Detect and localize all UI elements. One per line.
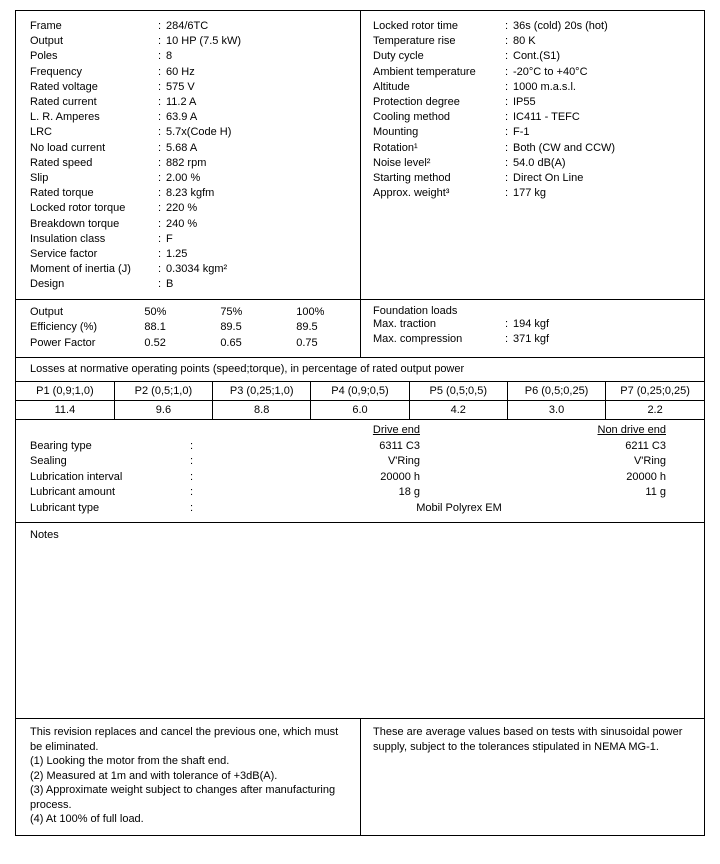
spec-row xyxy=(30,247,354,262)
spec-value: 5.68 A xyxy=(166,141,198,154)
spec-colon: : xyxy=(158,35,162,48)
foundation-loads xyxy=(360,300,704,358)
specifications-right-column xyxy=(360,11,704,299)
spec-value: Cont.(S1) xyxy=(513,50,561,63)
losses-header-cell: P3 (0,25;1,0) xyxy=(213,382,311,401)
lubricant-type-value: Mobil Polyrex EM xyxy=(416,501,502,514)
efficiency-row-label: Efficiency (%) xyxy=(30,321,98,334)
spec-colon: : xyxy=(190,501,194,514)
spec-value: 8.23 kgfm xyxy=(166,187,215,200)
losses-value-cell: 8.8 xyxy=(213,401,311,420)
lubricant-type-label: Lubricant type xyxy=(30,501,100,514)
table-row xyxy=(30,439,698,455)
losses-header-cell: P2 (0,5;1,0) xyxy=(114,382,212,401)
power-factor-value: 0.75 xyxy=(296,336,318,349)
spec-row xyxy=(373,80,698,95)
table-row xyxy=(30,454,698,470)
spec-row xyxy=(30,141,354,156)
spec-label: Rated current xyxy=(30,96,97,109)
spec-label: Frame xyxy=(30,20,62,32)
spec-value: 575 V xyxy=(166,80,195,93)
spec-colon: : xyxy=(505,317,509,330)
spec-colon: : xyxy=(505,111,509,124)
performance-section xyxy=(16,299,704,358)
spec-label: Poles xyxy=(30,50,58,63)
bearing-nondrive-value: 6211 C3 xyxy=(625,439,666,452)
spec-label: Rated voltage xyxy=(30,80,98,93)
efficiency-value: 88.1 xyxy=(144,321,166,334)
spec-colon: : xyxy=(505,126,509,139)
spec-label: Rated speed xyxy=(30,156,93,169)
bearing-drive-value: 18 g xyxy=(398,486,420,499)
spec-value: 177 kg xyxy=(513,187,547,200)
notes-title: Notes xyxy=(30,529,59,542)
bearings-non-drive-end-header: Non drive end xyxy=(597,424,666,437)
losses-title: Losses at normative operating points (speed;torque), in percentage of rated output power xyxy=(30,363,465,376)
spec-colon: : xyxy=(158,80,162,93)
spec-label: Altitude xyxy=(373,80,410,93)
spec-colon: : xyxy=(158,232,162,245)
spec-row xyxy=(30,262,354,277)
spec-row xyxy=(30,186,354,201)
spec-row xyxy=(373,141,698,156)
spec-label: Rotation¹ xyxy=(373,141,418,154)
losses-header-cell: P4 (0,9;0,5) xyxy=(311,382,409,401)
bearing-drive-value: V'Ring xyxy=(387,455,420,468)
spec-row xyxy=(30,217,354,232)
power-factor-value: 0.65 xyxy=(220,336,242,349)
spec-colon: : xyxy=(158,50,162,63)
spec-row xyxy=(30,34,354,49)
spec-colon: : xyxy=(158,248,162,261)
losses-header-cell: P6 (0,5;0,25) xyxy=(507,382,605,401)
spec-label: Locked rotor torque xyxy=(30,202,126,215)
spec-colon: : xyxy=(158,126,162,139)
foundation-row xyxy=(373,332,698,348)
foundation-value: 194 kgf xyxy=(513,317,550,330)
spec-value: 1.25 xyxy=(166,248,188,261)
spec-row xyxy=(30,156,354,171)
spec-colon: : xyxy=(505,65,509,78)
bearings-section xyxy=(16,419,704,522)
spec-row xyxy=(373,171,698,186)
spec-colon: : xyxy=(158,278,162,291)
spec-row xyxy=(373,65,698,80)
footer-note: This revision replaces and cancel the previous one, which must be eliminated. xyxy=(30,726,339,753)
spec-colon: : xyxy=(505,141,509,154)
spec-value: 8 xyxy=(166,50,173,63)
spec-row xyxy=(373,49,698,64)
spec-value: 1000 m.a.s.l. xyxy=(513,80,576,93)
spec-label: Insulation class xyxy=(30,232,106,245)
datasheet xyxy=(15,10,705,836)
efficiency-table xyxy=(16,300,360,358)
spec-row xyxy=(30,19,354,34)
efficiency-header-75: 75% xyxy=(220,305,243,318)
spec-value: Both (CW and CCW) xyxy=(513,141,616,154)
table-row xyxy=(30,336,354,352)
spec-colon: : xyxy=(505,172,509,185)
losses-header-cell: P7 (0,25;0,25) xyxy=(606,382,704,401)
spec-colon: : xyxy=(158,172,162,185)
efficiency-value: 89.5 xyxy=(220,321,242,334)
losses-section xyxy=(16,357,704,419)
spec-value: 240 % xyxy=(166,217,198,230)
spec-row xyxy=(373,186,698,201)
spec-value: 11.2 A xyxy=(166,96,197,109)
bearing-label: Lubrication interval xyxy=(30,470,123,483)
notes-section[interactable] xyxy=(16,522,704,718)
efficiency-value: 89.5 xyxy=(296,321,318,334)
footer-left-notes xyxy=(16,719,360,835)
spec-value: 54.0 dB(A) xyxy=(513,156,566,169)
table-row xyxy=(30,485,698,501)
spec-value: 10 HP (7.5 kW) xyxy=(166,35,241,48)
spec-value: F-1 xyxy=(513,126,530,139)
spec-colon: : xyxy=(158,156,162,169)
spec-label: Moment of inertia (J) xyxy=(30,263,131,276)
footer-section xyxy=(16,718,704,835)
foundation-label: Max. compression xyxy=(373,333,463,346)
losses-value-cell: 4.2 xyxy=(409,401,507,420)
spec-value: 36s (cold) 20s (hot) xyxy=(513,20,608,32)
specifications-section xyxy=(16,11,704,299)
spec-label: Approx. weight³ xyxy=(373,187,450,200)
efficiency-header-row xyxy=(30,305,354,321)
spec-colon: : xyxy=(158,217,162,230)
spec-row xyxy=(30,125,354,140)
power-factor-value: 0.52 xyxy=(144,336,166,349)
bearing-label: Bearing type xyxy=(30,439,92,452)
spec-colon: : xyxy=(190,439,194,452)
spec-row xyxy=(30,232,354,247)
spec-colon: : xyxy=(158,65,162,78)
spec-label: Output xyxy=(30,35,64,48)
spec-value: 5.7x(Code H) xyxy=(166,126,232,139)
spec-label: Temperature rise xyxy=(373,35,456,48)
spec-row xyxy=(30,171,354,186)
power-factor-row-label: Power Factor xyxy=(30,336,96,349)
spec-value: 80 K xyxy=(513,35,536,48)
spec-row xyxy=(373,95,698,110)
spec-value: -20°C to +40°C xyxy=(513,65,588,78)
spec-colon: : xyxy=(158,263,162,276)
spec-value: Direct On Line xyxy=(513,172,584,185)
spec-row xyxy=(373,110,698,125)
table-row xyxy=(30,501,698,517)
spec-colon: : xyxy=(158,96,162,109)
spec-value: 2.00 % xyxy=(166,172,201,185)
spec-row xyxy=(30,49,354,64)
spec-row xyxy=(373,125,698,140)
losses-value-cell: 9.6 xyxy=(114,401,212,420)
spec-value: 284/6TC xyxy=(166,20,209,32)
spec-colon: : xyxy=(505,20,509,32)
footer-note: These are average values based on tests with sinusoidal power supply, subject to the tolerances stipulated in NEMA MG-1. xyxy=(373,726,683,753)
bearing-nondrive-value: 11 g xyxy=(645,486,666,499)
foundation-label: Max. traction xyxy=(373,317,436,330)
specifications-left-column xyxy=(16,11,360,299)
losses-value-cell: 3.0 xyxy=(507,401,605,420)
spec-row xyxy=(30,95,354,110)
foundation-row xyxy=(373,317,698,333)
losses-value-cell: 2.2 xyxy=(606,401,704,420)
spec-colon: : xyxy=(190,470,194,483)
spec-label: Starting method xyxy=(373,172,451,185)
losses-table xyxy=(16,381,704,419)
spec-label: Cooling method xyxy=(373,111,451,124)
bearing-nondrive-value: 20000 h xyxy=(626,470,666,483)
spec-colon: : xyxy=(505,80,509,93)
spec-label: Protection degree xyxy=(373,96,460,109)
spec-value: 882 rpm xyxy=(166,156,207,169)
spec-value: F xyxy=(166,232,173,245)
spec-label: Service factor xyxy=(30,248,98,261)
spec-label: Breakdown torque xyxy=(30,217,120,230)
spec-colon: : xyxy=(505,50,509,63)
spec-colon: : xyxy=(158,111,162,124)
spec-colon: : xyxy=(158,20,162,32)
spec-colon: : xyxy=(190,486,194,499)
spec-row xyxy=(30,80,354,95)
bearing-label: Sealing xyxy=(30,455,67,468)
bearing-drive-value: 20000 h xyxy=(380,470,420,483)
losses-header-row xyxy=(16,382,704,401)
foundation-loads-title: Foundation loads xyxy=(373,304,458,317)
spec-label: Ambient temperature xyxy=(373,65,476,78)
spec-colon: : xyxy=(505,96,509,109)
efficiency-header-100: 100% xyxy=(296,305,325,318)
efficiency-header-50: 50% xyxy=(144,305,167,318)
bearing-nondrive-value: V'Ring xyxy=(633,455,666,468)
spec-value: 0.3034 kgm² xyxy=(166,263,228,276)
footer-note: (4) At 100% of full load. xyxy=(30,813,144,826)
losses-value-row xyxy=(16,401,704,420)
spec-row xyxy=(30,110,354,125)
spec-row xyxy=(373,156,698,171)
spec-label: Noise level² xyxy=(373,156,431,169)
spec-value: 220 % xyxy=(166,202,198,215)
table-row xyxy=(30,470,698,486)
spec-colon: : xyxy=(158,202,162,215)
bearing-drive-value: 6311 C3 xyxy=(379,439,420,452)
spec-label: Rated torque xyxy=(30,187,94,200)
footer-note: (2) Measured at 1m and with tolerance of +3dB(A). xyxy=(30,769,278,782)
bearings-header-row xyxy=(30,423,698,439)
spec-label: Mounting xyxy=(373,126,419,139)
bearing-label: Lubricant amount xyxy=(30,486,115,499)
spec-row xyxy=(373,19,698,34)
spec-value: 60 Hz xyxy=(166,65,195,78)
foundation-value: 371 kgf xyxy=(513,333,550,346)
spec-value: IP55 xyxy=(513,96,536,109)
spec-row xyxy=(30,277,354,292)
spec-row xyxy=(373,34,698,49)
bearings-drive-end-header: Drive end xyxy=(372,424,420,437)
losses-header-cell: P5 (0,5;0,5) xyxy=(409,382,507,401)
spec-value: IC411 - TEFC xyxy=(513,111,580,124)
spec-label: Frequency xyxy=(30,65,82,78)
losses-value-cell: 6.0 xyxy=(311,401,409,420)
spec-value: B xyxy=(166,278,174,291)
spec-label: LRC xyxy=(30,126,53,139)
footer-right-notes xyxy=(360,719,704,835)
spec-colon: : xyxy=(190,455,194,468)
spec-colon: : xyxy=(505,35,509,48)
spec-label: Design xyxy=(30,278,65,291)
efficiency-header-label: Output xyxy=(30,305,64,318)
losses-value-cell: 11.4 xyxy=(16,401,114,420)
table-row xyxy=(30,320,354,336)
spec-colon: : xyxy=(505,156,509,169)
spec-colon: : xyxy=(505,187,509,200)
spec-colon: : xyxy=(158,141,162,154)
spec-row xyxy=(30,65,354,80)
spec-colon: : xyxy=(158,187,162,200)
footer-note: (3) Approximate weight subject to changes after manufacturing process. xyxy=(30,784,336,811)
footer-note: (1) Looking the motor from the shaft end. xyxy=(30,755,230,768)
spec-row xyxy=(30,201,354,216)
spec-label: Locked rotor time xyxy=(373,20,458,32)
spec-label: Slip xyxy=(30,172,49,185)
losses-header-cell: P1 (0,9;1,0) xyxy=(16,382,114,401)
spec-colon: : xyxy=(505,333,509,346)
spec-label: No load current xyxy=(30,141,106,154)
spec-label: L. R. Amperes xyxy=(30,111,100,124)
spec-value: 63.9 A xyxy=(166,111,198,124)
spec-label: Duty cycle xyxy=(373,50,424,63)
